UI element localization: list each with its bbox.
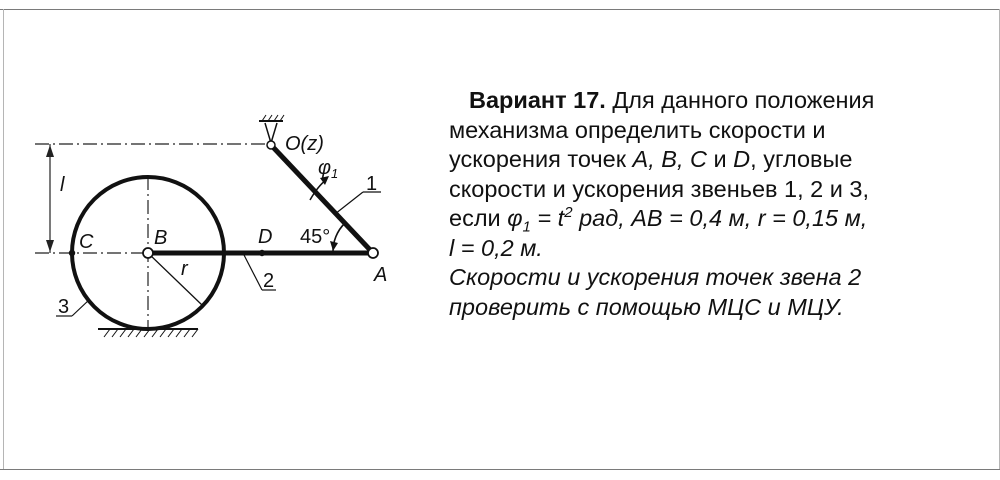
task-line-4: скорости и ускорения звеньев 1, 2 и 3, — [449, 175, 870, 202]
leader-link-1 — [335, 192, 363, 214]
point-d-dot — [259, 250, 265, 256]
label-pivot: O(z) — [285, 133, 324, 155]
joint-b — [143, 248, 153, 258]
label-link-1: 1 — [366, 173, 378, 195]
task-text — [449, 86, 994, 322]
dimension-l — [46, 144, 54, 253]
joint-o — [267, 141, 275, 149]
label-phi: $\varphi_1$ — [318, 157, 339, 181]
joint-a — [368, 248, 378, 258]
mechanism-figure — [0, 0, 450, 480]
pivot-support — [259, 115, 284, 143]
task-line-3: ускорения точек A, B, C и D, угловые — [449, 146, 853, 172]
leader-link-3 — [72, 299, 90, 316]
label-point-a: A — [374, 264, 388, 286]
task-line-7: Скорости и ускорения точек звена 2 — [449, 264, 862, 290]
label-length: l — [60, 174, 65, 196]
label-link-3: 3 — [58, 296, 70, 318]
label-radius: r — [181, 258, 188, 280]
label-point-b: B — [154, 227, 168, 249]
angle-arc — [333, 223, 345, 253]
radius-line — [148, 253, 202, 305]
task-line-8: проверить с помощью МЦС и МЦУ. — [449, 293, 844, 320]
label-point-c: C — [79, 231, 94, 253]
label-link-2: 2 — [263, 270, 275, 292]
task-line-5: если $\varphi_1 = t^2$ рад, AB = 0,4 м, r = 0,15 м, — [449, 204, 868, 236]
point-c-dot — [69, 250, 75, 256]
task-line-2: механизма определить скорости и — [449, 116, 826, 143]
task-line-6: l = 0,2 м. — [449, 234, 543, 261]
label-angle: 45° — [300, 226, 331, 248]
label-point-d: D — [258, 226, 273, 248]
variant-title: Вариант 17. — [469, 87, 606, 113]
leader-link-2 — [244, 255, 262, 290]
task-line-1: Вариант 17. Для данного положения — [469, 87, 875, 113]
angle-arrow — [330, 241, 338, 251]
